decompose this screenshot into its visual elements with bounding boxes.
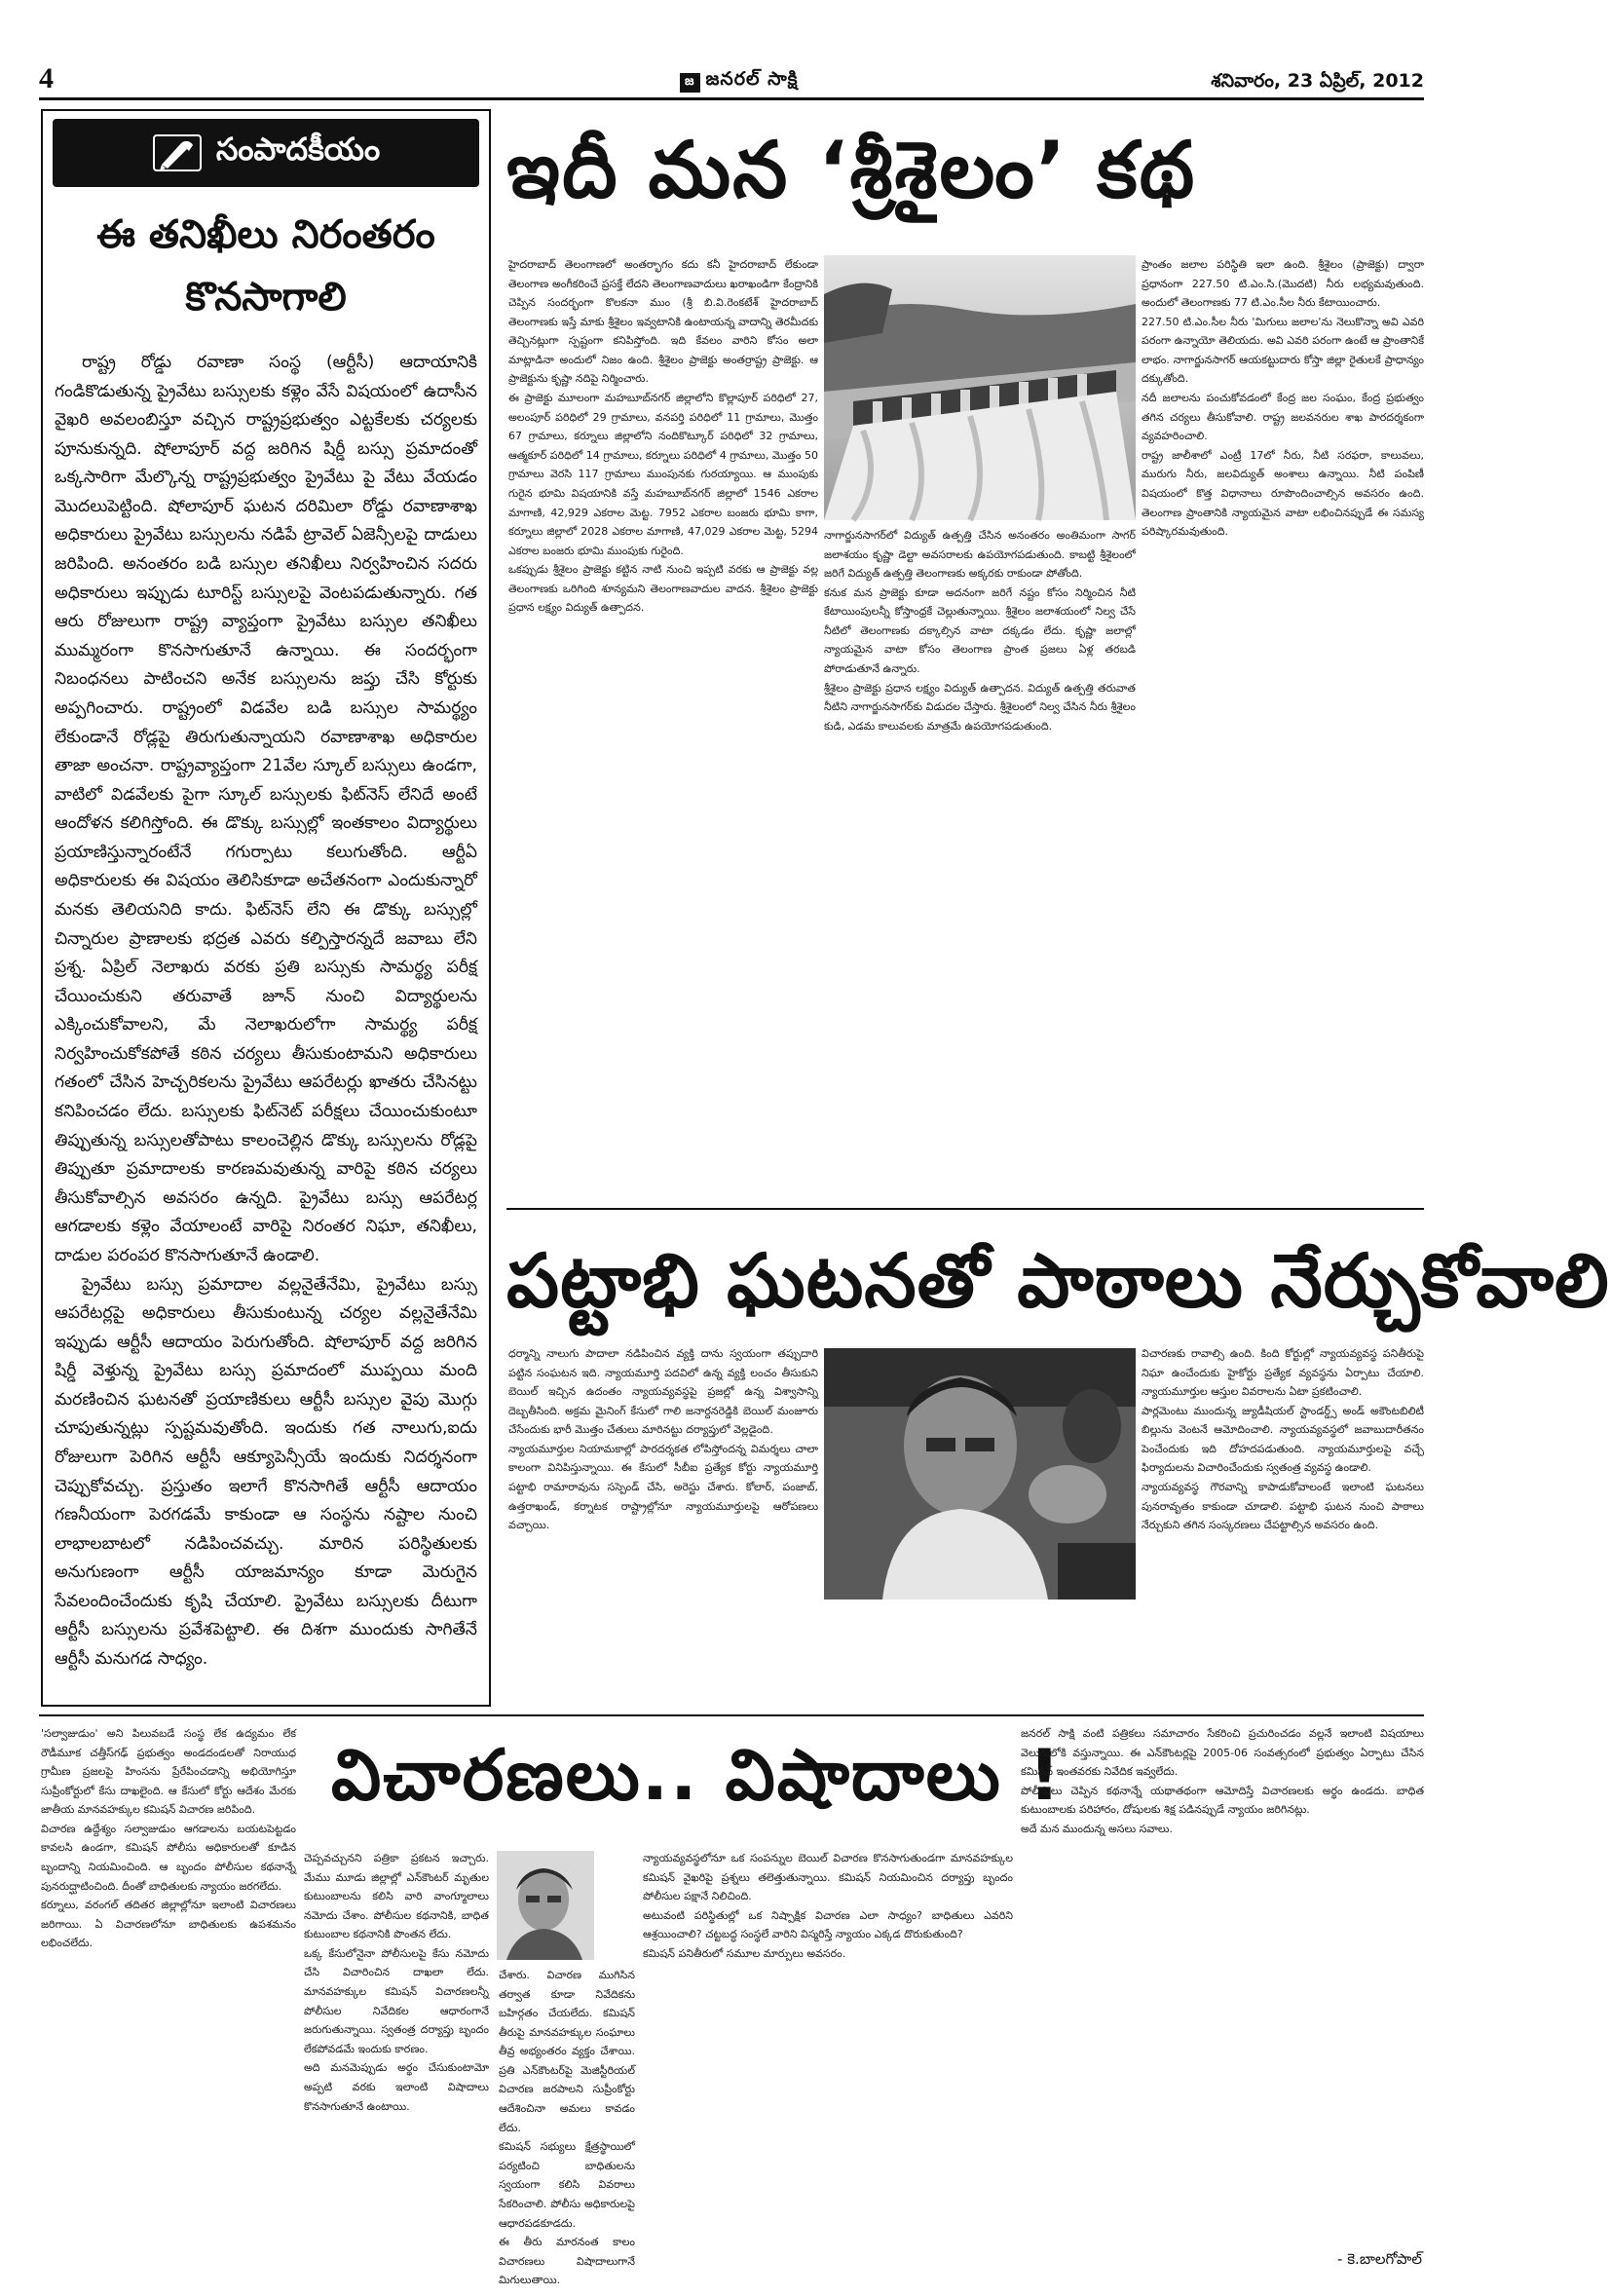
article-3-column-3: న్యాయవ్యవస్థలోనూ ఒక సంపన్నుల బెయిల్ విచారణ కొనసాగుతుండగా మానవహక్కుల కమిషన్ వైఖరిపై ప్రశ్నలు తలెత్తుతున్నాయి. కమిషన్ నియమించిన దర్యాప్తు బృందం పోలీసుల పక్షానే నిలిచింది. అటువంటి పరిస్థితుల్లో ఒక నిష్పాక్షిక విచారణ ఎలా సాధ్యం? బాధితులు ఎవరిని ఆశ్రయించాలి? చట్టబద్ధ సంస్థలే వారిని విస్మరిస్తే న్యాయం ఎక్కడ దొరుకుతుంది? కమిషన్ పనితీరులో సమూల మార్పులు అవసరం. (643, 1852, 1013, 1960)
article-1-column-2: నాగార్జునసాగర్‌లో విద్యుత్ ఉత్పత్తి చేసిన అనంతరం అంతిమంగా సాగర్ జలాశయం కృష్ణా డెల్టా అవసరాలకు ఉపయోగపడుతుంది. కాబట్టి శ్రీశైలంలో జరిగే విద్యుత్ ఉత్పత్తి తెలంగాణకు అక్కరకు రాకుండా పోతోంది. కనుక మన ప్రాజెక్టు కూడా అదనంగా జరిగే నష్టం కోసం నిర్మించిన నీటి కేటాయింపులన్నీ కోస్తాంధ్రకే చెల్లుతున్నాయి. శ్రీశైలం జలాశయంలో నిల్వ చేసే నీటిలో తెలంగాణకు దక్కాల్సిన వాటా దక్కడం లేదు. కృష్ణా జలాల్లో న్యాయమైన వాటా కోసం తెలంగాణ ప్రాంత ప్రజలు ఏళ్ల తరబడి పోరాడుతూనే ఉన్నారు. శ్రీశైలం ప్రాజెక్టు ప్రధాన లక్ష్యం విద్యుత్ ఉత్పాదన. విద్యుత్ ఉత్పత్తి తరువాత నీటిని నాగార్జునసాగర్‌కు విడుదల చేస్తారు. శ్రీశైలంలో నిల్వ చేసిన నీరు శ్రీశైలం కుడి, ఎడమ కాలువలకు మాత్రమే ఉపయోగపడుతుంది. (824, 529, 1136, 733)
article-3-headline: విచారణలు.. విషాదాలు ! (331, 1734, 1063, 1816)
editorial-headline: ఈ తనిఖీలు నిరంతరం (96, 212, 435, 257)
editorial-paragraph-1: రాష్ట్ర రోడ్డు రవాణా సంస్థ (ఆర్టీసీ) ఆదాయానికి గండికొడుతున్న ప్రైవేటు బస్సులకు కళ్లెం వేసే విషయంలో ఉదాసీన వైఖరి అవలంబిస్తూ వచ్చిన రాష్ట్రప్రభుత్వం ఎట్టకేలకు చర్యలకు పూనుకున్నది. షోలాపూర్ వద్ద జరిగిన షిర్డీ బస్సు ప్రమాదంతో ఒక్కసారిగా మేల్కొన్న రాష్ట్రప్రభుత్వం ప్రైవేటు పై వేటు వేయడం మొదలుపెట్టింది. షోలాపూర్ ఘటన దరిమిలా రోడ్డు రవాణాశాఖ అధికారులు ప్రైవేటు బస్సులను నడిపే ట్రావెల్ ఏజెన్సీలపై దాడులు జరిపింది. అనంతరం బడి బస్సుల తనిఖీలు నిర్వహించిన సదరు అధికారులు ఇప్పుడు టూరిస్ట్ బస్సులపై వెంటపడుతున్నారు. గత ఆరు రోజులుగా రాష్ట్ర వ్యాప్తంగా ప్రైవేటు బస్సుల తనిఖీలు ముమ్మరంగా కొనసాగుతూనే ఉన్నాయి. ఈ సందర్భంగా నిబంధనలు పాటించని అనేక బస్సులను జప్తు చేసి కోర్టుకు అప్పగించారు. రాష్ట్రంలో విడవేల బడి బస్సుల సామర్థ్యం లేకుండానే రోడ్లపై తిరుగుతున్నాయని రవాణాశాఖ అధికారుల తాజా అంచనా. రాష్ట్రవ్యాప్తంగా 21వేల స్కూల్ బస్సులు ఉండగా, వాటిలో విడవేలకు పైగా స్కూల్ బస్సులకు ఫిట్‌నెస్ లేనిదే అంటే ఆందోళన కలిగిస్తోంది. ఈ డొక్కు బస్సుల్లో ఇంతకాలం విద్యార్థులు ప్రయాణిస్తున్నారంటేనే గగుర్పాటు కలుగుతోంది. ఆర్టీఏ అధికారులకు ఈ విషయం తెలిసికూడా అచేతనంగా ఎందుకున్నారో మనకు తెలియనిది కాదు. ఫిట్‌నెస్ లేని ఈ డొక్కు బస్సుల్లో చిన్నారుల ప్రాణాలకు భద్రత ఎవరు కల్పిస్తారన్నదే జవాబు లేని ప్రశ్న. ఏప్రిల్ నెలాఖరు వరకు ప్రతి బస్సుకు సామర్థ్య పరీక్ష చేయించుకుని తరువాతే జూన్ నుంచి విద్యార్థులను ఎక్కించుకోవాలని, మే నెలాఖరులోగా సామర్థ్య పరీక్ష నిర్వహించుకోకపోతే కఠిన చర్యలు తీసుకుంటామని అధికారులు గతంలో చేసిన హెచ్చరికలను ప్రైవేటు ఆపరేటర్లు ఖాతరు చేసినట్టు కనిపించడం లేదు. బస్సులకు ఫిట్‌నెట్ పరీక్షలు చేయించుకుంటూ తిప్పుతున్న బస్సులతోపాటు కాలంచెల్లిన డొక్కు బస్సులను రోడ్లపై తిప్పుతూ ప్రమాదాలకు కారణమవుతున్న వారిపై కఠిన చర్యలు తీసుకోవాల్సిన అవసరం ఉన్నది. ప్రైవేటు బస్సు ఆపరేటర్ల ఆగడాలకు కళ్లెం వేయాలంటే వారిపై నిరంతర నిఘా, తనిఖీలు, దాడుల పరంపర కొనసాగుతూనే ఉండాలి. (55, 353, 477, 1265)
article-1-column-3: ప్రాంతం జలాల పరిస్థితి ఇలా ఉంది. శ్రీశైలం (ప్రాజెక్టు) ద్వారా ప్రధానంగా 227.50 టి.ఎం.సి.(మొదటి) నీరు లభ్యమవుతుంది. అందులో తెలంగాణకు 77 టి.ఎం.సీల నీరు కేటాయించారు. 227.50 టి.ఎం.సీల నీరు 'మిగులు జలాల'ను నెలుకొన్నా అవి ఎవరి పరంగా ఉన్నాయో తెలియదు. అవి ఎవరి పరంగా ఉంటే ఆ ప్రాంతానికే లాభం. నాగార్జునసాగర్ ఆయకట్టుదారు కోస్తా జిల్లా రైతులకే ప్రాధాన్యం దక్కుతోంది. నదీ జలాలను పంచుకోవడంలో కేంద్ర జల సంఘం, కేంద్ర ప్రభుత్వం తగిన చర్యలు తీసుకోవాలి. రాష్ట్ర జలవనరుల శాఖ పారదర్శకంగా వ్యవహరించాలి. రాష్ట్ర జాలీశాలో ఎంట్రీ 17లో నీరు, నీటి సరఫరా, కాలువలు, మురుగు నీరు, జలవిద్యుత్ అంశాలు ఉన్నాయి. నీటి పంపిణీ విషయంలో కొత్త విధానాలు రూపొందించాల్సిన అవసరం ఉంది. తెలంగాణ ప్రాంతానికి న్యాయమైన వాటా లభించినప్పుడే ఈ సమస్య పరిష్కారమవుతుంది. (1142, 258, 1424, 539)
editorial-banner (53, 119, 479, 187)
article-3-column-4: జనరల్ సాక్షి వంటి పత్రికలు సమాచారం సేకరించి ప్రచురించడం వల్లనే ఇలాంటి విషయాలు వెలుగులోకి వస్తున్నాయి. ఈ ఎన్‌కౌంటర్లపై 2005-06 సంవత్సరంలో ప్రభుత్వం ఏర్పాటు చేసిన కమిషన్ ఇంతవరకు నివేదిక ఇవ్వలేదు. పోలీసులు చెప్పిన కథనాన్నే యథాతథంగా ఆమోదిస్తే విచారణలకు అర్థం ఉండదు. బాధిత కుటుంబాలకు పరిహారం, దోషులకు శిక్ష పడినప్పుడే న్యాయం జరిగినట్లు. అదే మన ముందున్న అసలు సవాలు. (1021, 1727, 1424, 1835)
masthead-badge: జ (680, 73, 700, 93)
editorial-body (43, 349, 489, 1675)
editorial-subheadline: కొనసాగాలి (185, 275, 347, 320)
dam-photo (824, 255, 1136, 520)
article-2-column-2: విచారణకు రావాల్సి ఉంది. కింది కోర్టుల్లో న్యాయవ్యవస్థ పనితీరుపై నిఘా ఉంచేందుకు హైకోర్టు ప్రత్యేక వ్యవస్థను ఏర్పాటు చేయాలి. న్యాయమూర్తుల ఆస్తుల వివరాలను ఏటా ప్రకటించాలి. పార్లమెంటు ముందున్న జ్యుడీషియల్ స్టాండర్డ్స్ అండ్ అకౌంటబిలిటీ బిల్లును వెంటనే ఆమోదించాలి. న్యాయవ్యవస్థలో జవాబుదారీతనం పెంచేందుకు ఇది దోహదపడుతుంది. న్యాయమూర్తులపై వచ్చే ఫిర్యాదులను విచారించేందుకు స్వతంత్ర వ్యవస్థ ఉండాలి. న్యాయవ్యవస్థ గౌరవాన్ని కాపాడుకోవాలంటే ఇలాంటి ఘటనలు పునరావృతం కాకుండా చూడాలి. పట్టాభి ఘటన నుంచి పాఠాలు నేర్చుకుని తగిన సంస్కరణలు చేపట్టాల్సిన అవసరం ఉంది. (1142, 1347, 1424, 1532)
header-rule (39, 97, 1424, 100)
article-2-headline: పట్టాభి ఘటనతో పాఠాలు నేర్చుకోవాలి (506, 1237, 1610, 1324)
article-3-intro-column: 'సల్వాజుడుం' అని పిలువబడే సంస్థ లేక ఉద్యమం లేక రౌడీమూక చత్తీస్‌గఢ్ ప్రభుత్వం అండదండలతో నిరాయుధ గ్రామీణ ప్రజలపై హింసను ప్రేరేపించడాన్ని అభియోగిస్తూ సుప్రీంకోర్టులో కేసు దాఖలైంది. ఆ కేసులో కోర్టు ఆదేశం మేరకు జాతీయ మానవహక్కుల కమిషన్ విచారణ జరిపింది. విచారణ ఉద్దేశ్యం సల్వాజుడుం ఆగడాలను బయటపెట్టడం కావలసి ఉండగా, కమిషన్ పోలీసు అధికారులతో కూడిన బృందాన్ని నియమించింది. ఆ బృందం పోలీసుల కథనాన్నే పునరుద్ఘాటించింది. దీంతో బాధితులకు న్యాయం జరగలేదు. కర్నూలు, వరంగల్ తదితర జిల్లాల్లోనూ ఇలాంటి విచారణలు జరిగాయి. ఏ విచారణలోనూ బాధితులకు ఉపశమనం లభించలేదు. (41, 1727, 296, 1950)
article-2-column-1: ధర్మాన్ని నాలుగు పాదాలా నడిపించిన వ్యక్తి దాను స్వయంగా తప్పుదారి పట్టిన సంఘటన ఇది. న్యాయమూర్తి పదవిలో ఉన్న వ్యక్తి లంచం తీసుకుని బెయిల్ ఇచ్చిన ఉదంతం న్యాయవ్యవస్థపై ప్రజల్లో ఉన్న విశ్వాసాన్ని దెబ్బతీసింది. అక్రమ మైనింగ్ కేసులో గాలి జనార్దనరెడ్డికి బెయిల్ మంజూరు చేసేందుకు భారీ మొత్తం చేతులు మారినట్టు దర్యాప్తులో వెల్లడైంది. న్యాయమూర్తుల నియామకాల్లో పారదర్శకత లోపిస్తోందన్న విమర్శలు చాలా కాలంగా వినిపిస్తున్నాయి. ఈ కేసులో సీబీఐ ప్రత్యేక కోర్టు న్యాయమూర్తి పట్టాభి రామారావును సస్పెండ్ చేసి, అరెస్టు చేశారు. కోలార్, పంజాబ్, ఉత్తరాఖండ్, కర్నాటక రాష్ట్రాల్లోనూ న్యాయమూర్తులపై ఆరోపణలు వచ్చాయి. (508, 1347, 818, 1532)
article-1-bottom-rule (506, 1208, 1424, 1210)
article-1-column-1: హైదరాబాద్ తెలంగాణలో అంతర్భాగం కదు కనీ హైదరాబాద్ లేకుండా తెలంగాణ అంగీకరించే ప్రసక్తే లేదని తెలంగాణవాదులు ఖరాఖండిగా కేంద్రానికి చెప్పిన సందర్భంగా కొలకనా ముం (శ్రీ బి.వి.రెంకటేశ్ హైదరాబాద్ తెలంగాణకు ఇస్తే మాకు శ్రీశైలం ఇవ్వటానికి ఉంటాయన్న వాదాన్ని తెరమీదకు తెచ్చినట్లుగా స్పష్టంగా కనిపిస్తోంది. ఇది కేవలం వారిని కోసం అలా మాట్లాడినా అందులో నిజం ఉంది. శ్రీశైలం ప్రాజెక్టు అంతర్రాష్ట్ర ప్రాజెక్టు. ఆ ప్రాజెక్టును కృష్ణా నదిపై నిర్మించారు. ఈ ప్రాజెక్టు మూలంగా మహబూబ్‌నగర్ జిల్లాలోని కొల్లాపూర్ పరిధిలో 27, అలంపూర్ పరిధిలో 29 గ్రామాలు, వనపర్తి పరిధిలో 11 గ్రామాలు, మొత్తం 67 గ్రామాలు, కర్నూలు జిల్లాలోని నందికొట్కూర్ పరిధిలో 32 గ్రామాలు, ఆత్మకూర్ పరిధిలో 14 గ్రామాలు, కర్నూలు పరిధిలో 4 గ్రామాలు, మొత్తం 50 గ్రామాలు వెరసి 117 గ్రామాలు ముంపునకు గురయ్యాయి. ఆ ముంపుకు గురైన భూమి విషయానికి వస్తే మహబూబ్‌నగర్ జిల్లాలో 1546 ఎకరాల మాగాణి, 42,929 ఎకరాల మెట్ట. 7952 ఎకరాల బంజరు భూమి కాగా, కర్నూలు జిల్లాలో 2028 ఎకరాల మాగాణి, 47,029 ఎకరాల మెట్ట, 5294 ఎకరాల బంజరు భూమి ముంపుకు గురైంది. ఒకప్పుడు శ్రీశైలం ప్రాజెక్టు కట్టిన నాటి నుంచి ఇప్పటి వరకు ఆ ప్రాజెక్టు వల్ల తెలంగాణకు ఒరిగింది శూన్యమని తెలంగాణవాదుల వాదన. శ్రీశైలం ప్రాజెక్టు ప్రధాన లక్ష్యం విద్యుత్ ఉత్పాదన. (508, 258, 818, 615)
author-photo (497, 1851, 594, 1960)
pen-hand-icon (152, 132, 203, 174)
article-1-headline: ఇదీ మన ‘శ్రీశైలం’ కథ (506, 125, 1197, 215)
page-number: 4 (39, 62, 54, 94)
portrait-photo (824, 1348, 1136, 1600)
masthead (680, 68, 799, 94)
article-3-byline: - కె.బాలగోపాల్ (1337, 2250, 1422, 2268)
article-3-column-1: చెప్పవచ్చునని పత్రికా ప్రకటన ఇచ్చారు. మేము మూడు జిల్లాల్లో ఎన్‌కౌంటర్ మృతుల కుటుంబాలను కలిసి వారి వాంగ్మూలాలు నమోదు చేశాం. పోలీసుల కథనానికి, బాధిత కుటుంబాల కథనానికి పొంతన లేదు. ఒక్క కేసులోనైనా పోలీసులపై కేసు నమోదు చేసి విచారించిన దాఖలా లేదు. మానవహక్కుల కమిషన్ విచారణలన్నీ పోలీసుల నివేదికల ఆధారంగానే జరుగుతున్నాయి. స్వతంత్ర దర్యాప్తు బృందం లేకపోవడమే ఇందుకు కారణం. అది మనమెప్పుడు అర్థం చేసుకుంటామో అప్పటి వరకు ఇలాంటి విషాదాలు కొనసాగుతూనే ఉంటాయి. (304, 1852, 489, 2113)
editorial-banner-label: సంపాదకీయం (215, 131, 381, 168)
issue-date: శనివారం, 23 ఏప్రిల్, 2012 (1211, 70, 1424, 92)
page-middle-rule (39, 1714, 1424, 1716)
editorial-box (41, 109, 491, 1707)
editorial-paragraph-2: ప్రైవేటు బస్సు ప్రమాదాల వల్లనైతేనేమి, ప్రైవేటు బస్సు ఆపరేటర్లపై అధికారులు తీసుకుంటున్న చర్యల వల్లనైతేనేమి ఇప్పుడు ఆర్టీసీ ఆదాయం పెరుగుతోంది. షోలాపూర్ వద్ద జరిగిన షిర్డీ వెళ్తున్న ప్రైవేటు బస్సు ప్రమాదంలో ముప్పయి మంది మరణించిన ఘటనతో ప్రయాణికులు ఆర్టీసీ బస్సుల వైపు మొగ్గు చూపుతున్నట్లు స్పష్టమవుతోంది. ఇందుకు గత నాలుగు,ఐదు రోజులుగా పెరిగిన ఆర్టీసీ ఆక్యూపెన్సీయే ఇందుకు నిదర్శనంగా చెప్పుకోవచ్చు. ప్రస్తుతం ఇలాగే కొనసాగితే ఆర్టీసీ ఆదాయం గణనీయంగా పెరగడమే కాకుండా ఆ సంస్థను నష్టాల నుంచి లాభాలబాటలో నడిపించవచ్చు. మారిన పరిస్థితులకు అనుగుణంగా ఆర్టీసీ యాజమాన్యం కూడా మెరుగైన సేవలందించేందుకు కృషి చేయాలి. ప్రైవేటు బస్సులకు దీటుగా ఆర్టీసీ బస్సులను ప్రవేశపెట్టాలి. ఈ దిశగా ముందుకు సాగితేనే ఆర్టీసీ మనుగడ సాధ్యం. (55, 1274, 477, 1670)
article-3-column-2: చేశారు. విచారణ ముగిసిన తర్వాత కూడా నివేదికను బహిర్గతం చేయలేదు. కమిషన్ తీరుపై మానవహక్కుల సంఘాలు తీవ్ర అభ్యంతరం వ్యక్తం చేశాయి. ప్రతి ఎన్‌కౌంటర్‌పై మెజిస్టీరియల్ విచారణ జరపాలని సుప్రీంకోర్టు ఆదేశించినా అమలు కావడం లేదు. కమిషన్ సభ్యులు క్షేత్రస్థాయిలో పర్యటించి బాధితులను స్వయంగా కలిసి వివరాలు సేకరించాలి. పోలీసు అధికారులపై ఆధారపడకూడదు. ఈ తీరు మారనంత కాలం విచారణలు విషాదాలుగానే మిగులుతాయి. (499, 1969, 635, 2287)
masthead-title: జనరల్ సాక్షి (705, 68, 799, 90)
